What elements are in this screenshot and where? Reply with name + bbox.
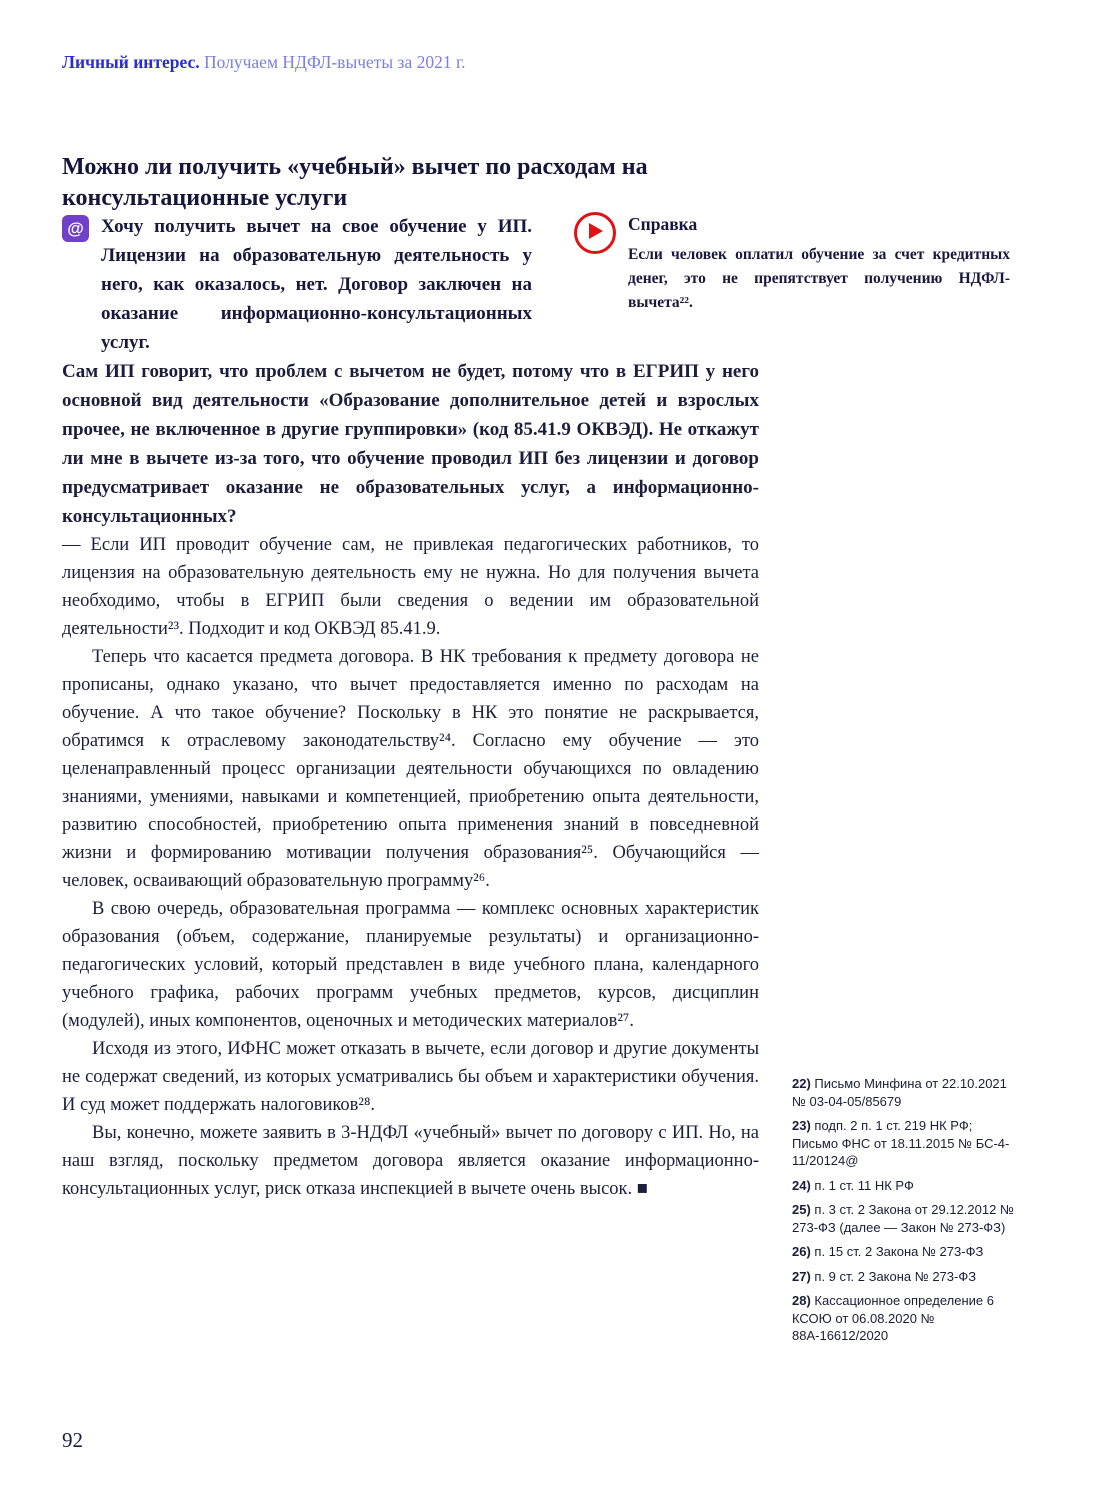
- page-number: 92: [62, 1428, 83, 1452]
- reference-note-text: Если человек оплатил обучение за счет кредитных денег, это не препятствует получению НДФЛ-вычета²².: [628, 246, 1010, 311]
- footnote-item: [792, 1177, 1014, 1195]
- footnote-number: 25): [792, 1202, 811, 1217]
- question-text-start: Хочу получить вычет на свое обучение у ИП. Лицензии на образовательную деятельность у него, как оказалось, нет. Договор заключен на оказание информационно-консультационных услуг.: [101, 216, 532, 353]
- footnote-number: 28): [792, 1293, 811, 1308]
- answer-paragraph: В свою очередь, образовательная программа — комплекс основных характеристик образования (объем, содержание, планируемые результаты) и организационно-педагогических условий, который представлен в виде учебного плана, календарного учебного графика, рабочих программ учебных предметов, курсов, дисциплин (модулей), иных компонентов, оценочных и методических материалов²⁷.: [62, 899, 759, 1031]
- footnote-text: п. 1 ст. 11 НК РФ: [810, 1177, 914, 1193]
- footnote-text: Кассационное определение 6 КСОЮ от 06.08.2020 № 88А-16612/2020: [792, 1293, 994, 1343]
- footnote-number: 27): [792, 1268, 811, 1284]
- footnote-item: [792, 1292, 1014, 1345]
- play-triangle-icon: [589, 223, 603, 239]
- footnote-item: [792, 1243, 1014, 1261]
- answer-paragraph: Теперь что касается предмета договора. В НК требования к предмету договора не прописаны, однако указано, что вычет предоставляется именно по расходам на обучение. А что такое обучение? Поскольку в НК это понятие не раскрывается, обратимся к отраслевому законодательству²⁴. Согласно ему обучение — это целенаправленный процесс организации деятельности обучающихся по овладению знаниями, умениями, навыками и компетенцией, приобретению опыта деятельности, развитию способностей, приобретению опыта применения знаний в повседневной жизни и формированию мотивации получения образования²⁵. Обучающийся — человек, осваивающий образовательную программу²⁶.: [62, 647, 759, 891]
- reference-note-body: [628, 212, 1010, 315]
- article-title: Можно ли получить «учебный» вычет по расходам на консультационные услуги: [62, 154, 648, 212]
- footnote-item: [792, 1201, 1014, 1236]
- footnote-item: [792, 1117, 1014, 1170]
- article-body: [62, 212, 1010, 1203]
- reference-note-title: Справка: [628, 214, 698, 234]
- footnote-number: 22): [792, 1076, 811, 1091]
- footnote-item: [792, 1075, 1014, 1110]
- reader-question-block: [62, 212, 532, 357]
- reference-note-block: [574, 212, 1010, 315]
- at-icon: @: [62, 215, 89, 242]
- footnote-text: подп. 2 п. 1 ст. 219 НК РФ; Письмо ФНС от 18.11.2015 № БС-4-11/20124@: [792, 1118, 1010, 1168]
- question-text-continued: Сам ИП говорит, что проблем с вычетом не будет, потому что в ЕГРИП у него основной вид деятельности «Образование дополнительное детей и взрослых прочее, не включенное в другие группировки» (код 85.41.9 ОКВЭД). Не откажут ли мне в вычете из-за того, что обучение проводил ИП без лицензии и договор предусматривает оказание не образовательных услуг, а информационно-консультационных?: [62, 361, 759, 527]
- answer-paragraph: Исходя из этого, ИФНС может отказать в вычете, если договор и другие документы не содержат сведений, из которых усматривались бы объем и характеристики обучения. И суд может поддержать налоговиков²⁸.: [62, 1039, 759, 1115]
- answer-paragraph: — Если ИП проводит обучение сам, не привлекая педагогических работников, то лицензия на образовательную деятельность ему не нужна. Но для получения вычета необходимо, чтобы в ЕГРИП были сведения о ведении им образовательной деятельности²³. Подходит и код ОКВЭД 85.41.9.: [62, 535, 759, 639]
- question-and-note-row: [62, 212, 1010, 357]
- footnote-text: п. 9 ст. 2 Закона № 273-ФЗ: [810, 1268, 977, 1284]
- footnote-text: Письмо Минфина от 22.10.2021 № 03-04-05/85679: [792, 1076, 1007, 1109]
- footnotes-column: [792, 1075, 1014, 1352]
- header-subtitle: Получаем НДФЛ-вычеты за 2021 г.: [199, 52, 466, 72]
- page-header: [62, 52, 466, 73]
- header-section-label: Личный интерес.: [62, 52, 200, 72]
- footnote-text: п. 15 ст. 2 Закона № 273-ФЗ: [810, 1244, 984, 1259]
- answer-paragraph: Вы, конечно, можете заявить в 3-НДФЛ «учебный» вычет по договору с ИП. Но, на наш взгляд, поскольку предметом договора является оказание информационно-консультационных услуг, риск отказа инспекцией в вычете очень высок. ■: [62, 1123, 759, 1199]
- play-icon: [574, 212, 616, 254]
- footnote-number: 24): [792, 1177, 811, 1193]
- footnote-number: 23): [792, 1118, 811, 1133]
- article-text-column: [62, 357, 759, 1203]
- footnote-item: [792, 1268, 1014, 1286]
- footnote-text: п. 3 ст. 2 Закона от 29.12.2012 № 273-ФЗ (далее — Закон № 273-ФЗ): [792, 1202, 1014, 1235]
- footnote-number: 26): [792, 1244, 811, 1259]
